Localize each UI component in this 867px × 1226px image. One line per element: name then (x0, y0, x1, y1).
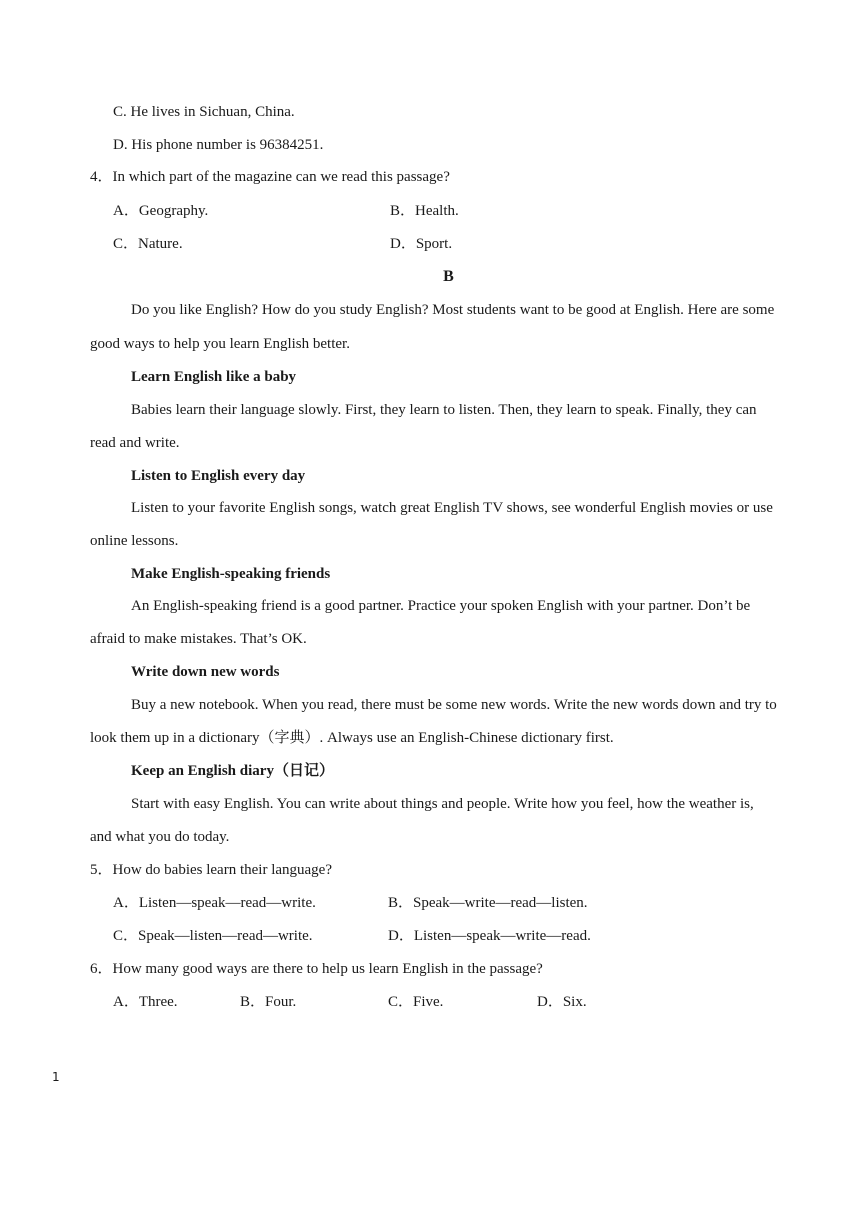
para1-line-2: read and write. (90, 435, 180, 451)
para5-line-1: Start with easy English. You can write about things and people. Write how you feel, how the weather is, (131, 796, 754, 812)
heading-learn-like-baby: Learn English like a baby (131, 369, 297, 385)
q3-option-c: C. He lives in Sichuan, China. (113, 104, 295, 120)
q5-question: 5．How do babies learn their language? (90, 862, 332, 878)
q4-option-b: B．Health. (390, 203, 459, 219)
heading-keep-diary: Keep an English diary（日记） (131, 763, 334, 779)
q4-option-d: D．Sport. (390, 236, 453, 252)
section-b-title: B (443, 268, 454, 285)
para4-line-2: look them up in a dictionary（字典）. Always use an English-Chinese dictionary first. (90, 730, 614, 746)
heading-make-friends: Make English-speaking friends (131, 566, 331, 582)
para1-line-1: Babies learn their language slowly. First, they learn to listen. Then, they learn to speak. Finally, they can (131, 402, 757, 418)
intro-line-2: good ways to help you learn English better. (90, 336, 350, 352)
para5-line-2: and what you do today. (90, 829, 230, 845)
para4-line-1: Buy a new notebook. When you read, there must be some new words. Write the new words down and try to (131, 697, 777, 713)
heading-write-new-words: Write down new words (131, 664, 280, 680)
para2-line-2: online lessons. (90, 533, 179, 549)
heading-listen-every-day: Listen to English every day (131, 468, 306, 484)
intro-line-1: Do you like English? How do you study English? Most students want to be good at English. Here are some (131, 302, 775, 318)
q4-option-a: A．Geography. (113, 203, 209, 219)
q6-option-c: C．Five. (388, 994, 444, 1010)
q3-option-d: D. His phone number is 96384251. (113, 137, 324, 153)
q5-option-b: B．Speak—write—read—listen. (388, 895, 588, 911)
para3-line-2: afraid to make mistakes. That’s OK. (90, 631, 307, 647)
page-number: 1 (52, 1070, 60, 1084)
para2-line-1: Listen to your favorite English songs, watch great English TV shows, see wonderful English movies or use (131, 500, 773, 516)
q6-option-a: A．Three. (113, 994, 178, 1010)
para3-line-1: An English-speaking friend is a good partner. Practice your spoken English with your partner. Don’t be (131, 598, 751, 614)
q6-option-b: B．Four. (240, 994, 297, 1010)
q4-question: 4．In which part of the magazine can we read this passage? (90, 169, 450, 185)
q5-option-c: C．Speak—listen—read—write. (113, 928, 313, 944)
q4-option-c: C．Nature. (113, 236, 183, 252)
q6-option-d: D．Six. (537, 994, 587, 1010)
q6-question: 6．How many good ways are there to help us learn English in the passage? (90, 961, 543, 977)
q5-option-a: A．Listen—speak—read—write. (113, 895, 316, 911)
q5-option-d: D．Listen—speak—write—read. (388, 928, 591, 944)
